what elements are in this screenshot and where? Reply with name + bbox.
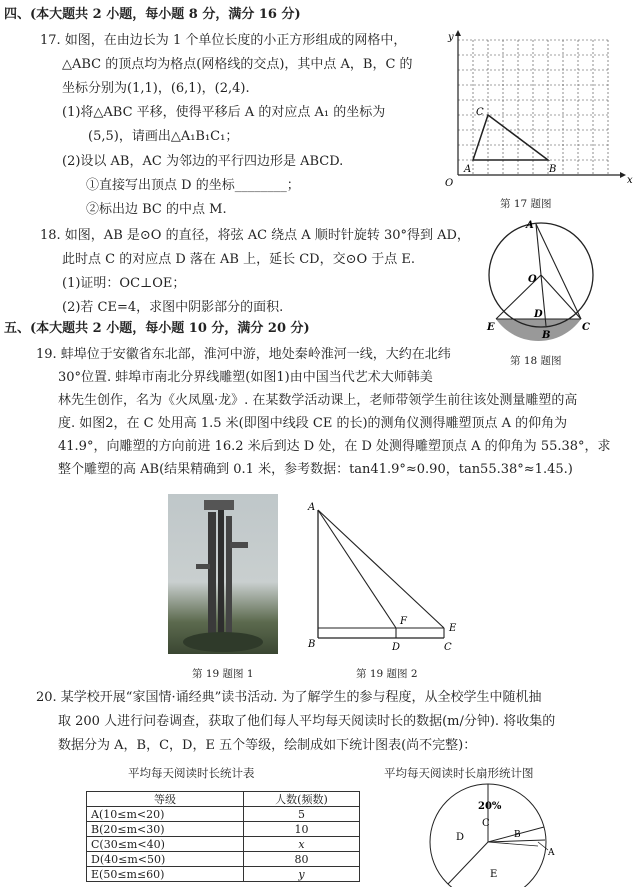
pie-label-c-percent: 20% (478, 801, 502, 812)
q19-point-f: F (400, 616, 407, 627)
table-row (87, 852, 360, 867)
q19-figure1-caption: 第 19 题图 1 (192, 668, 254, 680)
q19-point-d: D (392, 642, 401, 653)
q18-circle-figure (486, 218, 606, 343)
q18-point-o: O (528, 274, 537, 285)
point-b-label: B (549, 164, 557, 175)
q20-line: 20. 某学校开展“家国情·诵经典”读书活动. 为了解学生的参与程度，从全校学生中随机抽 (36, 690, 542, 705)
pie-slice-boundary (448, 842, 488, 884)
q18-figure-caption: 第 18 题图 (510, 355, 562, 367)
table-header: 等级 (87, 792, 244, 807)
q18-point-a: A (526, 220, 534, 231)
q18-point-e: E (487, 322, 495, 333)
section-5-header: 五、(本大题共 2 小题，每小题 10 分，满分 20 分) (4, 321, 310, 336)
pie-chart (428, 782, 558, 887)
q18-point-b: B (542, 330, 551, 341)
table-cell: x (243, 837, 359, 852)
q19-point-a: A (308, 502, 316, 513)
pie-chart-title: 平均每天阅读时长扇形统计图 (384, 766, 534, 780)
table-row (87, 867, 360, 882)
q17-line: (5,5)，请画出△A₁B₁C₁； (88, 129, 239, 144)
q17-figure-caption: 第 17 题图 (500, 198, 552, 210)
pie-slice-boundary (488, 840, 545, 842)
table-cell: B(20≤m<30) (87, 822, 244, 837)
q18-line: 此时点 C 的对应点 D 落在 AB 上，延长 CD，交⊙O 于点 E. (62, 252, 416, 267)
q19-diagram (304, 500, 474, 660)
frequency-table (86, 791, 360, 882)
q18-line: (2)若 CE=4，求图中阴影部分的面积. (62, 300, 284, 315)
q19-line: 度. 如图2，在 C 处用高 1.5 米(即图中线段 CE 的长)的测角仪测得雕塑顶点 A 的仰角为 (58, 416, 568, 431)
q18-point-c: C (582, 322, 590, 333)
table-cell: 5 (243, 807, 359, 822)
q18-line: (1)证明：OC⊥OE； (62, 276, 186, 291)
q19-line: 林先生创作，名为《火凤凰·龙》. 在某数学活动课上，老师带领学生前往该处测量雕塑的高 (58, 393, 578, 408)
table-row (87, 822, 360, 837)
table-cell: D(40≤m<50) (87, 852, 244, 867)
q17-line: ①直接写出顶点 D 的坐标________； (86, 178, 300, 193)
y-axis-label: y (448, 32, 454, 43)
pie-label-a: A (548, 848, 555, 858)
table-row (87, 837, 360, 852)
q17-line: △ABC 的顶点均为格点(网格线的交点)，其中点 A，B，C 的 (62, 57, 413, 72)
section-4-header: 四、(本大题共 2 小题，每小题 8 分，满分 16 分) (4, 7, 301, 22)
shaded-region (496, 319, 581, 341)
q20-line: 取 200 人进行问卷调查，获取了他们每人平均每天阅读时长的数据(m/分钟). 将收集的 (58, 714, 556, 729)
table-cell: C(30≤m<40) (87, 837, 244, 852)
q19-figure2-caption: 第 19 题图 2 (356, 668, 418, 680)
q17-line: (2)设以 AB，AC 为邻边的平行四边形是 ABCD. (62, 154, 344, 169)
frequency-table-title: 平均每天阅读时长统计表 (128, 766, 255, 780)
q19-point-c: C (444, 642, 452, 653)
q19-line: 41.9°，向雕塑的方向前进 16.2 米后到达 D 处，在 D 处测得雕塑顶点 A 的仰角为 55.38°，求 (58, 439, 611, 454)
q17-grid-figure (438, 30, 638, 215)
q19-point-e: E (449, 623, 457, 634)
table-cell: 80 (243, 852, 359, 867)
table-cell: A(10≤m<20) (87, 807, 244, 822)
pie-label-e: E (490, 869, 498, 880)
q18-line: 18. 如图，AB 是⊙O 的直径，将弦 AC 绕点 A 顺时针旋转 30°得到 AD， (40, 228, 470, 243)
point-c-label: C (476, 107, 484, 118)
pie-label-c: C (482, 818, 490, 829)
point-a-label: A (464, 164, 472, 175)
q19-line: 19. 蚌埠位于安徽省东北部，淮河中游，地处秦岭淮河一线，大约在北纬 (36, 347, 451, 362)
triangle-abc (473, 115, 548, 160)
q19-line: 整个雕塑的高 AB(结果精确到 0.1 米，参考数据：tan41.9°≈0.90，tan55.38°≈1.45.) (58, 462, 573, 477)
pie-label-b: B (514, 830, 521, 840)
table-cell: y (243, 867, 359, 882)
q19-line: 30°位置. 蚌埠市南北分界线雕塑(如图1)由中国当代艺术大师韩美 (58, 370, 433, 385)
table-header: 人数(频数) (243, 792, 359, 807)
table-cell: 10 (243, 822, 359, 837)
x-axis-label: x (627, 175, 633, 186)
origin-label: O (445, 178, 454, 189)
q17-line: (1)将△ABC 平移，使得平移后 A 的对应点 A₁ 的坐标为 (62, 105, 386, 120)
pie-label-d: D (456, 832, 465, 843)
q17-line: ②标出边 BC 的中点 M. (86, 202, 227, 217)
q20-line: 数据分为 A，B，C，D，E 五个等级，绘制成如下统计图表(尚不完整)： (58, 738, 477, 753)
q19-point-b: B (308, 639, 316, 650)
table-cell: E(50≤m≤60) (87, 867, 244, 882)
q17-line: 坐标分别为(1,1)，(6,1)，(2,4). (62, 81, 250, 96)
q18-point-d: D (534, 309, 543, 320)
pie-slice-boundary (488, 842, 538, 846)
sculpture-photo (168, 494, 278, 654)
q17-line: 17. 如图，在由边长为 1 个单位长度的小正方形组成的网格中， (40, 33, 407, 48)
table-row (87, 807, 360, 822)
